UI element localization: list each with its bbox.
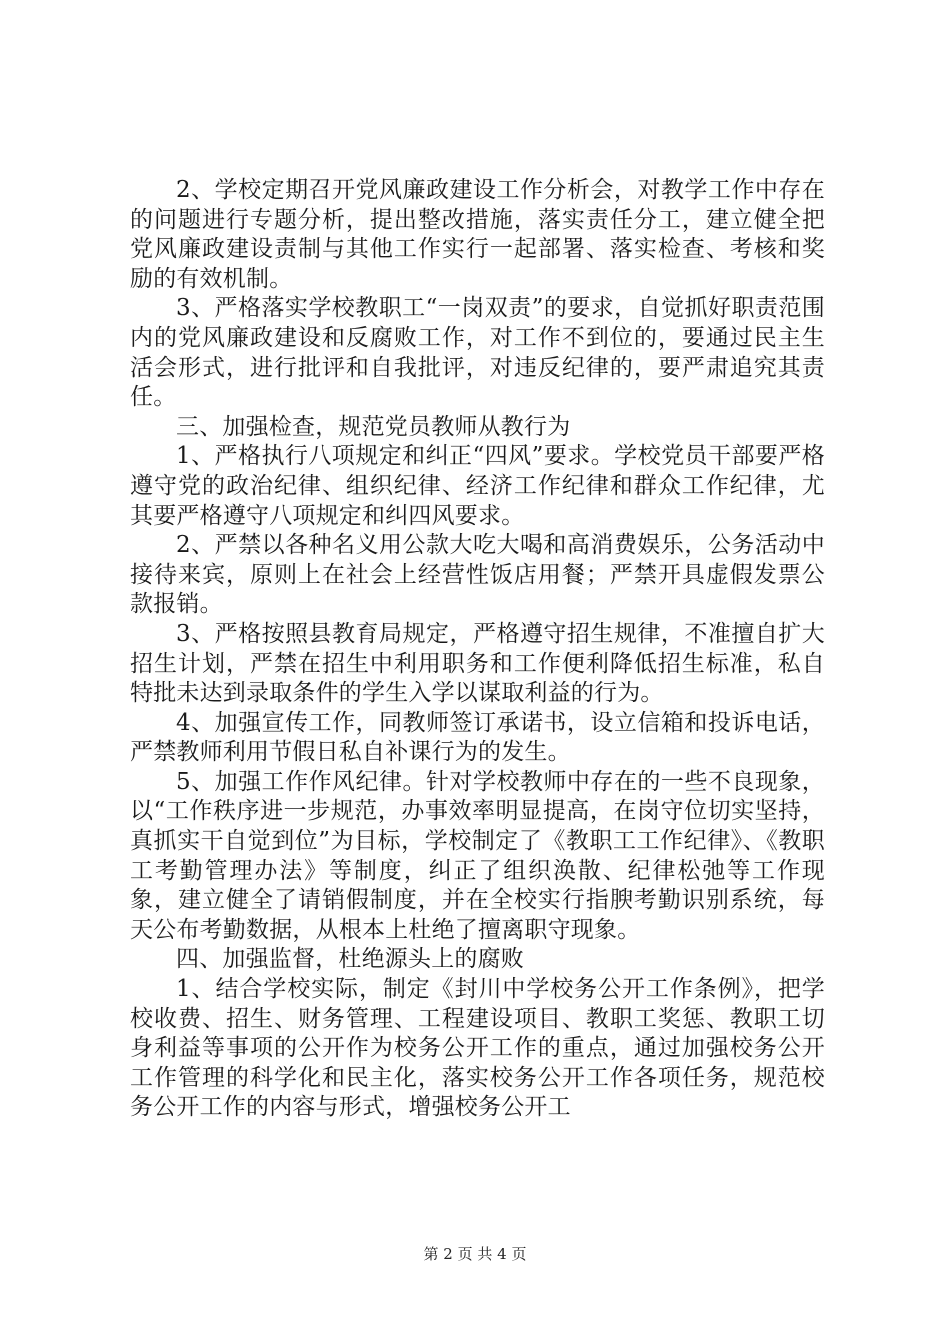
document-body: [130, 176, 825, 1123]
paragraph: 2、严禁以各种名义用公款大吃大喝和高消费娱乐，公务活动中接待来宾，原则上在社会上经营性饭店用餐；严禁开具虚假发票公款报销。: [130, 532, 825, 618]
paragraph: 1、严格执行八项规定和纠正“四风”要求。学校党员干部要严格遵守党的政治纪律、组织纪律、经济工作纪律和群众工作纪律，尤其要严格遵守八项规定和纠四风要求。: [130, 443, 825, 529]
section-heading: 三、加强检查，规范党员教师从教行为: [176, 413, 571, 440]
paragraph: 3、严格按照县教育局规定，严格遵守招生规律，不准擅自扩大招生计划，严禁在招生中利用职务和工作便利降低招生标准，私自特批未达到录取条件的学生入学以谋取利益的行为。: [130, 620, 825, 707]
paragraph: 2、学校定期召开党风廉政建设工作分析会，对教学工作中存在的问题进行专题分析，提出整改措施，落实责任分工，建立健全把党风廉政建设责制与其他工作实行一起部署、落实检查、考核和奖励的有效机制。: [130, 177, 825, 292]
section-heading: 四、加强监督，杜绝源头上的腐败: [176, 946, 524, 973]
page-number-footer: 第 2 页 共 4 页: [423, 1245, 527, 1263]
paragraph: 4、加强宣传工作，同教师签订承诺书，设立信箱和投诉电话，严禁教师利用节假日私自补课行为的发生。: [130, 709, 825, 766]
paragraph: 1、结合学校实际，制定《封川中学校务公开工作条例》，把学校收费、招生、财务管理、工程建设项目、教职工奖惩、教职工切身利益等事项的公开作为校务公开工作的重点，通过加强校务公开工作管理的科学化和民主化，落实校务公开工作各项任务，规范校务公开工作的内容与形式，增强校务公开工: [130, 976, 825, 1121]
paragraph: 5、加强工作作风纪律。针对学校教师中存在的一些不良现象，以“工作秩序进一步规范，办事效率明显提高，在岗守位切实坚持，真抓实干自觉到位”为目标，学校制定了《教职工工作纪律》、《教职工考勤管理办法》等制度，纠正了组织涣散、纪律松弛等工作现象，建立健全了请销假制度，并在全校实行指腴考勤识别系统，每天公布考勤数据，从根本上杜绝了擅离职守现象。: [130, 768, 825, 943]
paragraph: 3、严格落实学校教职工“一岗双责”的要求，自觉抓好职责范围内的党风廉政建设和反腐败工作，对工作不到位的，要通过民主生活会形式，进行批评和自我批评，对违反纪律的，要严肃追究其责任。: [130, 295, 825, 411]
